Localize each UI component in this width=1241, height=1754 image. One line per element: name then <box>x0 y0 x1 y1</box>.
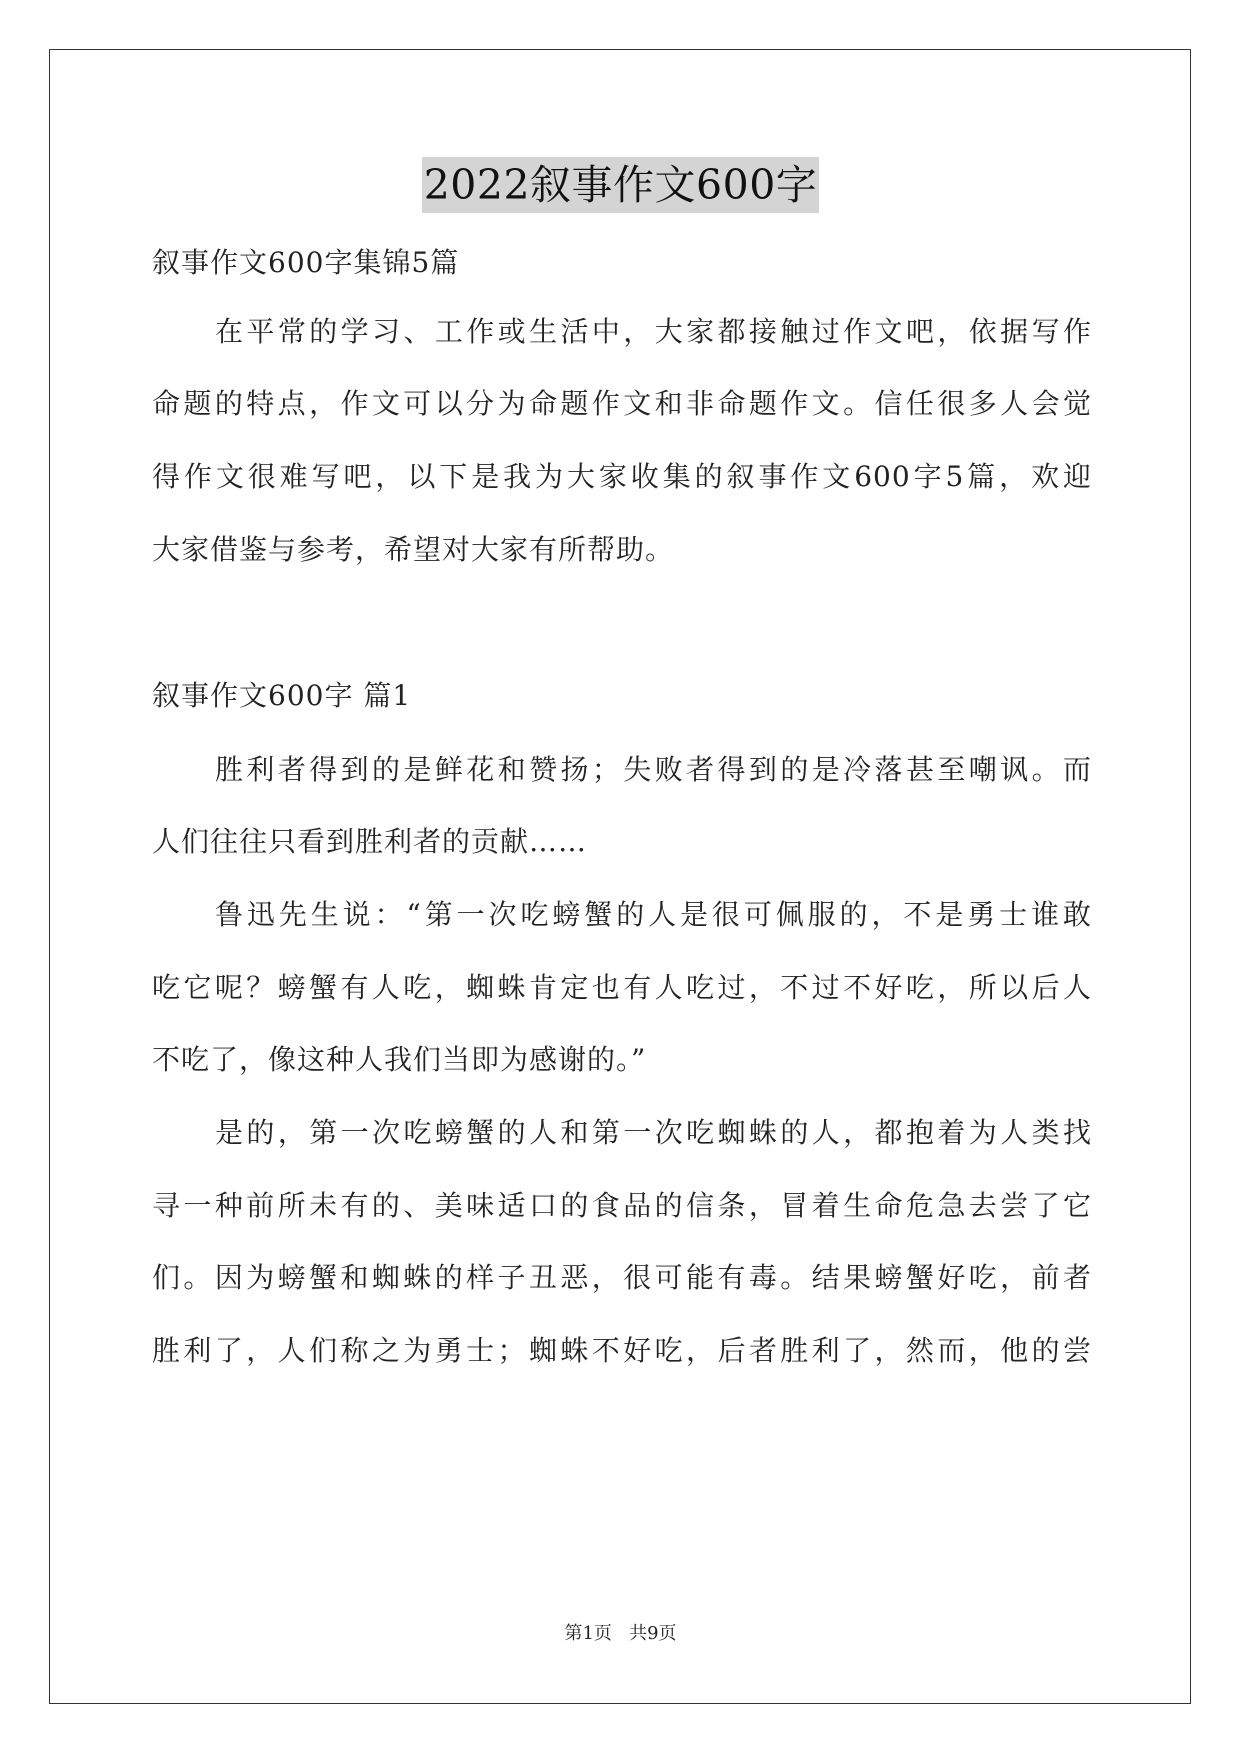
para3-line-3: 们。因为螃蟹和蜘蛛的样子丑恶，很可能有毒。结果螃蟹好吃，前者 <box>152 1261 1092 1294</box>
para2-line-1: 鲁迅先生说：“第一次吃螃蟹的人是很可佩服的，不是勇士谁敢 <box>215 898 1092 931</box>
para3-line-1: 是的，第一次吃螃蟹的人和第一次吃蜘蛛的人，都抱着为人类找 <box>215 1116 1092 1149</box>
para2-line-3: 不吃了，像这种人我们当即为感谢的。” <box>152 1043 647 1076</box>
page-border <box>49 49 1191 1704</box>
intro-line-3: 得作文很难写吧，以下是我为大家收集的叙事作文600字5篇，欢迎 <box>152 460 1092 493</box>
para1-line-1: 胜利者得到的是鲜花和赞扬；失败者得到的是冷落甚至嘲讽。而 <box>215 753 1092 786</box>
title-container <box>0 157 1241 213</box>
intro-line-4: 大家借鉴与参考，希望对大家有所帮助。 <box>152 533 675 566</box>
para2-line-2: 吃它呢？螃蟹有人吃，蜘蛛肯定也有人吃过，不过不好吃，所以后人 <box>152 971 1092 1004</box>
intro-line-2: 命题的特点，作文可以分为命题作文和非命题作文。信任很多人会觉 <box>152 387 1092 420</box>
page-number-footer: 第1页 共9页 <box>564 1623 677 1644</box>
document-subtitle: 叙事作文600字集锦5篇 <box>152 246 460 279</box>
section-heading: 叙事作文600字 篇1 <box>152 679 412 712</box>
intro-line-1: 在平常的学习、工作或生活中，大家都接触过作文吧，依据写作 <box>215 315 1092 348</box>
para3-line-2: 寻一种前所未有的、美味适口的食品的信条，冒着生命危急去尝了它 <box>152 1189 1092 1222</box>
para1-line-2: 人们往往只看到胜利者的贡献…… <box>152 825 588 858</box>
document-title: 2022叙事作文600字 <box>422 157 820 213</box>
para3-line-4: 胜利了，人们称之为勇士；蜘蛛不好吃，后者胜利了，然而，他的尝 <box>152 1334 1092 1367</box>
